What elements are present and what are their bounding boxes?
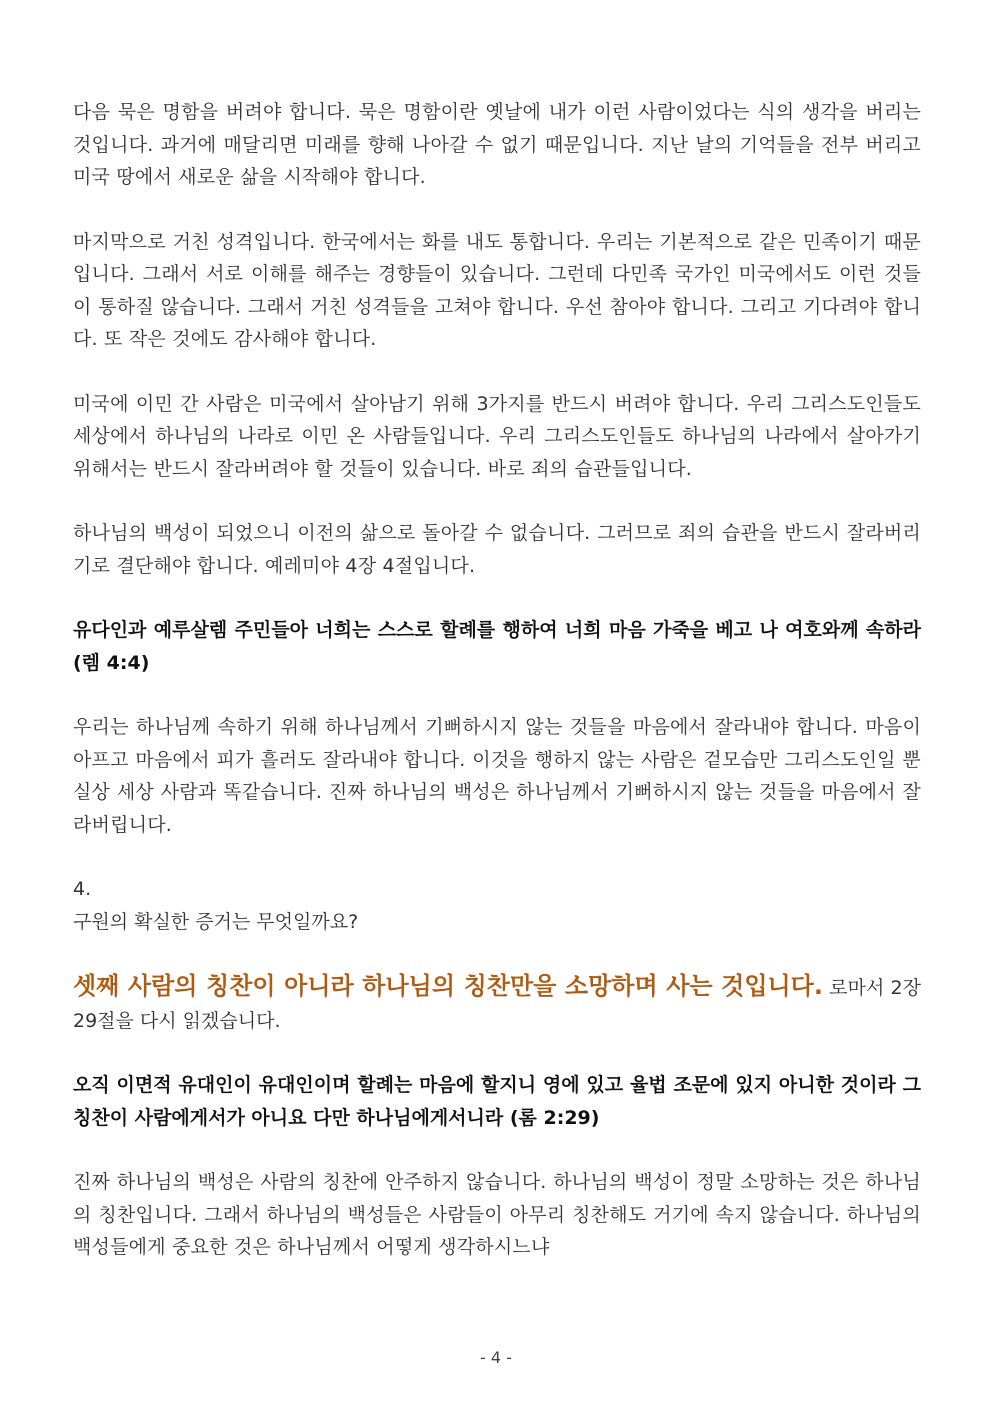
- page-number: - 4 -: [480, 1348, 512, 1367]
- scripture-quote-jeremiah: 유다인과 예루살렘 주민들아 너희는 스스로 할례를 행하여 너희 마음 가죽을 베고 나 여호와께 속하라 (렘 4:4): [73, 619, 921, 674]
- highlight-paragraph: [73, 970, 921, 1037]
- paragraph-2: 마지막으로 거친 성격입니다. 한국에서는 화를 내도 통합니다. 우리는 기본적으로 같은 민족이기 때문입니다. 그래서 서로 이해를 해주는 경향들이 있습니다. 그런데 다민족 국가인 미국에서도 이런 것들이 통하질 않습니다. 그래서 거친 성격들을 고쳐야 합니다. 우선 참아야 합니다. 그리고 기다려야 합니다. 또 작은 것에도 감사해야 합니다.: [73, 230, 921, 350]
- highlight-rest-text: 로마서 2장 29절을 다시 읽겠습니다.: [73, 977, 921, 1032]
- paragraph-3: 미국에 이민 간 사람은 미국에서 살아남기 위해 3가지를 반드시 버려야 합니다. 우리 그리스도인들도 세상에서 하나님의 나라로 이민 온 사람들입니다. 우리 그리스도인들도 하나님의 나라에서 살아가기 위해서는 반드시 잘라버려야 할 것들이 있습니다. 바로 죄의 습관들입니다.: [73, 392, 921, 480]
- section-heading: [73, 873, 921, 938]
- paragraph-1: 다음 묵은 명함을 버려야 합니다. 묵은 명함이란 옛날에 내가 이런 사람이었다는 식의 생각을 버리는 것입니다. 과거에 매달리면 미래를 향해 나아갈 수 없기 때문입니다. 지난 날의 기억들을 전부 버리고 미국 땅에서 새로운 삶을 시작해야 합니다.: [73, 101, 921, 188]
- scripture-quote-romans: 오직 이면적 유대인이 유대인이며 할례는 마음에 할지니 영에 있고 율법 조문에 있지 아니한 것이라 그 칭찬이 사람에게서가 아니요 다만 하나님에게서니라 (롬 2:29): [73, 1074, 921, 1129]
- paragraph-6: 진짜 하나님의 백성은 사람의 칭찬에 안주하지 않습니다. 하나님의 백성이 정말 소망하는 것은 하나님의 칭찬입니다. 그래서 하나님의 백성들은 사람들이 아무리 칭찬해도 거기에 속지 않습니다. 하나님의 백성들에게 중요한 것은 하나님께서 어떻게 생각하시느냐: [73, 1171, 921, 1258]
- document-body: [73, 96, 921, 1296]
- paragraph-5: 우리는 하나님께 속하기 위해 하나님께서 기뻐하시지 않는 것들을 마음에서 잘라내야 합니다. 마음이 아프고 마음에서 피가 흘러도 잘라내야 합니다. 이것을 행하지 않는 사람은 겉모습만 그리스도인일 뿐 실상 세상 사람과 똑같습니다. 진짜 하나님의 백성은 하나님께서 기뻐하시지 않는 것들을 마음에서 잘라버립니다.: [73, 716, 921, 836]
- section-number: 4.: [73, 878, 92, 900]
- section-question: 구원의 확실한 증거는 무엇일까요?: [73, 910, 359, 933]
- highlight-accent-text: 셋째 사람의 칭찬이 아니라 하나님의 칭찬만을 소망하며 사는 것입니다.: [73, 972, 823, 1000]
- paragraph-4: 하나님의 백성이 되었으니 이전의 삶으로 돌아갈 수 없습니다. 그러므로 죄의 습관을 반드시 잘라버리기로 결단해야 합니다. 예레미야 4장 4절입니다.: [73, 522, 921, 577]
